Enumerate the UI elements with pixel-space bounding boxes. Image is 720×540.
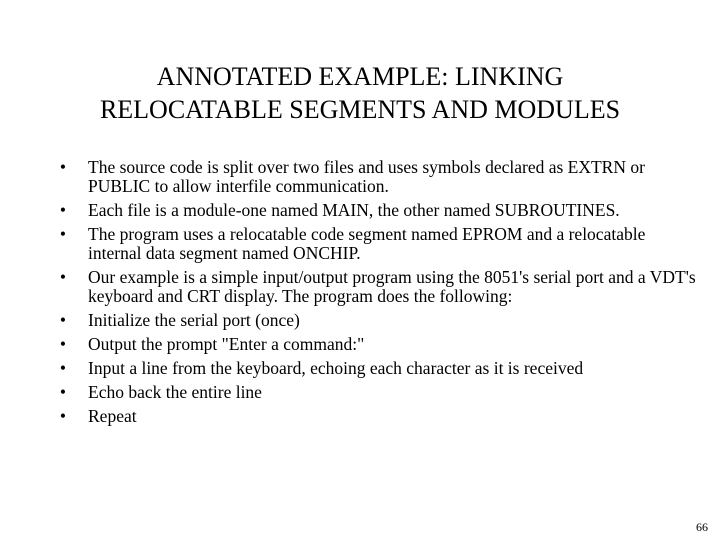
list-item — [56, 383, 696, 402]
bullet-text: Output the prompt "Enter a command:" — [88, 334, 365, 354]
list-item — [56, 268, 696, 306]
bullet-list — [56, 158, 696, 431]
bullet-icon: • — [59, 334, 67, 354]
bullet-text: The source code is split over two files and uses symbols declared as EXTRN or PUBLIC to allow interfile communication. — [88, 157, 645, 196]
slide-title — [40, 60, 680, 126]
bullet-icon: • — [59, 358, 67, 378]
bullet-icon: • — [59, 267, 67, 287]
bullet-text: Input a line from the keyboard, echoing each character as it is received — [88, 358, 584, 378]
bullet-icon: • — [59, 406, 67, 426]
list-item — [56, 311, 696, 330]
list-item — [56, 225, 696, 263]
bullet-text: Our example is a simple input/output program using the 8051's serial port and a VDT's keyboard and CRT display. The program does the following: — [88, 267, 696, 306]
slide-title-line-1: ANNOTATED EXAMPLE: LINKING — [156, 62, 564, 91]
list-item — [56, 407, 696, 426]
bullet-icon: • — [59, 224, 67, 244]
bullet-icon: • — [59, 382, 67, 402]
bullet-icon: • — [59, 200, 67, 220]
list-item — [56, 201, 696, 220]
bullet-text: Initialize the serial port (once) — [88, 310, 300, 330]
bullet-icon: • — [59, 157, 67, 177]
bullet-text: Echo back the entire line — [88, 382, 262, 402]
slide-title-line-2: RELOCATABLE SEGMENTS AND MODULES — [99, 95, 621, 124]
page-number: 66 — [696, 520, 708, 534]
list-item — [56, 158, 696, 196]
list-item — [56, 359, 696, 378]
bullet-icon: • — [59, 310, 67, 330]
bullet-text: The program uses a relocatable code segment named EPROM and a relocatable internal data segment named ONCHIP. — [88, 224, 646, 263]
list-item — [56, 335, 696, 354]
bullet-text: Repeat — [88, 406, 137, 426]
bullet-text: Each file is a module-one named MAIN, the other named SUBROUTINES. — [88, 200, 620, 220]
